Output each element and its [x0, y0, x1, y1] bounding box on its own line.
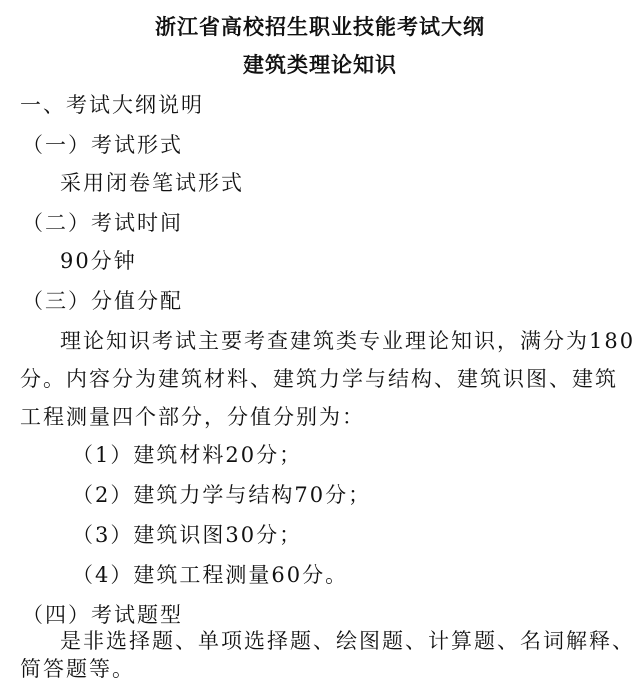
subsection-heading-question-types: （四）考试题型	[22, 603, 183, 627]
score-item-drawing-reading: （3）建筑识图30分；	[72, 523, 303, 547]
subsection-heading-exam-time: （二）考试时间	[22, 211, 183, 235]
exam-time-text: 90分钟	[60, 249, 137, 273]
exam-format-text: 采用闭卷笔试形式	[60, 171, 244, 195]
subsection-heading-exam-format: （一）考试形式	[22, 133, 183, 157]
question-types-line: 是非选择题、单项选择题、绘图题、计算题、名词解释、	[60, 629, 635, 653]
score-paragraph-line: 理论知识考试主要考查建筑类专业理论知识，满分为180	[60, 329, 636, 353]
document-subtitle: 建筑类理论知识	[243, 52, 397, 77]
score-item-mechanics-structure: （2）建筑力学与结构70分；	[72, 483, 372, 507]
subsection-heading-score-allocation: （三）分值分配	[22, 289, 183, 313]
score-item-surveying: （4）建筑工程测量60分。	[72, 563, 349, 587]
score-item-building-materials: （1）建筑材料20分；	[72, 443, 303, 467]
section-heading-1: 一、考试大纲说明	[20, 93, 204, 117]
score-paragraph-line: 工程测量四个部分，分值分别为：	[20, 405, 365, 429]
score-paragraph-line: 分。内容分为建筑材料、建筑力学与结构、建筑识图、建筑	[20, 367, 618, 391]
question-types-line: 简答题等。	[20, 657, 135, 681]
document-title: 浙江省高校招生职业技能考试大纲	[155, 14, 485, 39]
